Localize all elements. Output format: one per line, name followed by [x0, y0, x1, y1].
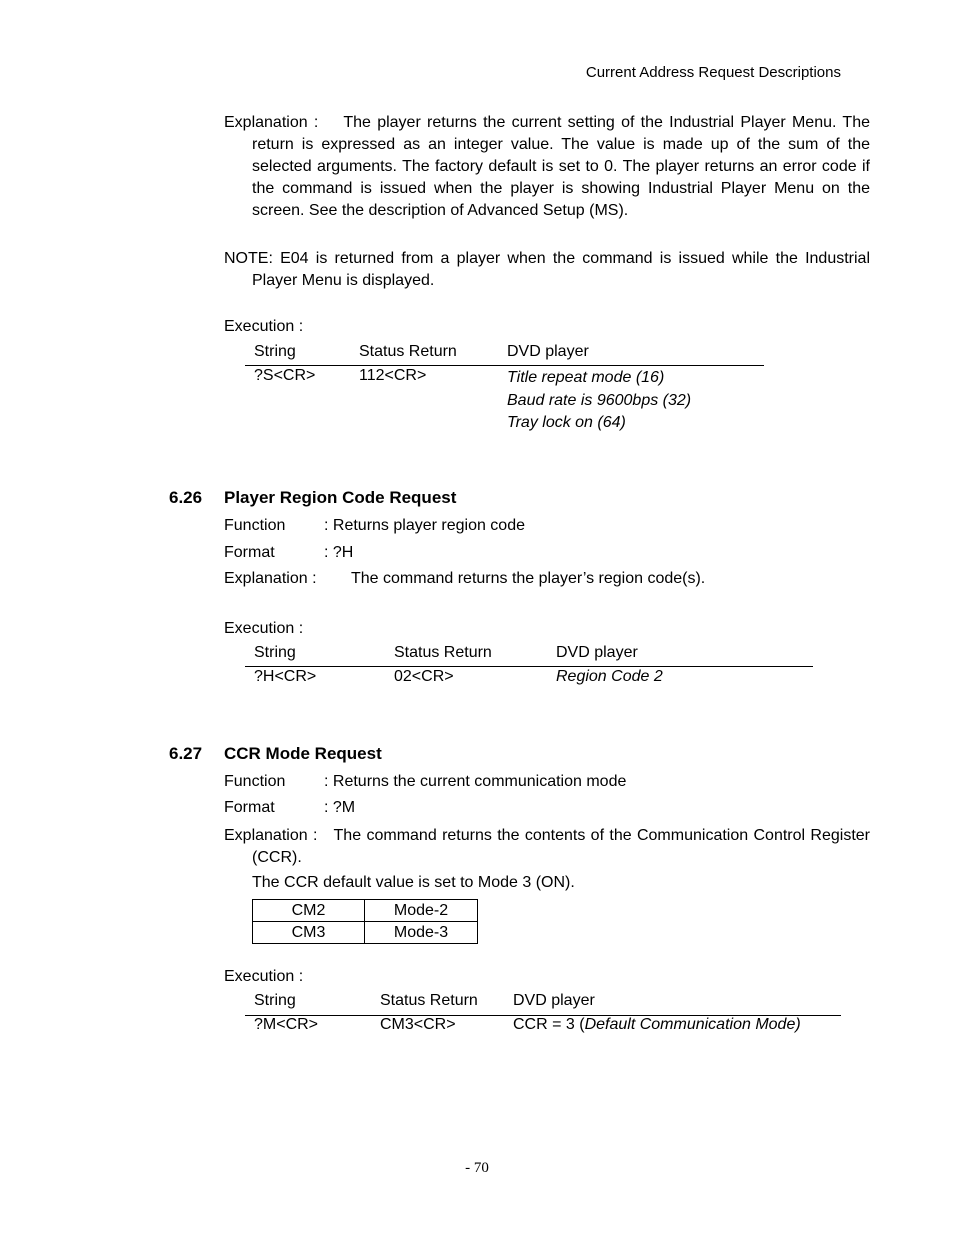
format-value: : ?H — [324, 544, 354, 561]
section-title: Player Region Code Request — [224, 488, 457, 507]
table-rule — [245, 365, 764, 366]
player-prefix: CCR = 3 ( — [513, 1016, 585, 1033]
format-value: : ?M — [324, 799, 356, 816]
explanation-text: The command returns the player’s region code(s). — [351, 570, 706, 587]
execution-label: Execution : — [224, 620, 304, 637]
explanation-text: The command returns the contents of the Communication Control Register (CCR). — [252, 827, 871, 866]
mode-code: CM2 — [253, 900, 365, 922]
table-cell-string: ?S<CR> — [254, 367, 316, 384]
table-header-player: DVD player — [507, 343, 589, 360]
section-title: CCR Mode Request — [224, 744, 382, 763]
function-value: : Returns the current communication mode — [324, 773, 627, 790]
table-header-string: String — [254, 644, 296, 661]
player-line: Title repeat mode (16) — [507, 369, 665, 386]
function-label: Function — [224, 773, 286, 790]
mode-table — [252, 899, 478, 944]
default-note: The CCR default value is set to Mode 3 (ON). — [252, 874, 575, 891]
mode-name: Mode-3 — [365, 922, 478, 944]
table-header-player: DVD player — [556, 644, 638, 661]
execution-label: Execution : — [224, 318, 304, 335]
table-header-string: String — [254, 992, 296, 1009]
mode-name: Mode-2 — [365, 900, 478, 922]
table-header-string: String — [254, 343, 296, 360]
table-cell-player — [507, 367, 691, 435]
player-line: Tray lock on (64) — [507, 414, 626, 431]
table-cell-string: ?H<CR> — [254, 668, 317, 685]
table-header-player: DVD player — [513, 992, 595, 1009]
section-number: 6.26 — [169, 488, 203, 507]
explanation-label: Explanation : — [224, 827, 318, 844]
table-row — [253, 922, 478, 944]
running-header: Current Address Request Descriptions — [585, 64, 841, 81]
explanation-text: The player returns the current setting of the Industrial Player Menu. The return is expressed as an integer value. The value is made up of the sum of the selected arguments. The factory default is set to 0. The player returns an error code if the command is issued when the player is showing Industrial Player Menu on the screen. See the description of Advanced Setup (MS). — [252, 114, 870, 219]
table-cell-status: CM3<CR> — [380, 1016, 456, 1033]
function-label: Function — [224, 517, 286, 534]
format-label: Format — [224, 799, 275, 816]
note-paragraph: NOTE: E04 is returned from a player when the command is issued while the Industrial Player Menu is displayed. — [224, 250, 870, 289]
function-value: : Returns player region code — [324, 517, 525, 534]
table-cell-string: ?M<CR> — [254, 1016, 319, 1033]
section-number: 6.27 — [169, 744, 203, 763]
explanation-paragraph — [224, 825, 870, 869]
table-header-status: Status Return — [359, 343, 457, 360]
table-cell-status: 02<CR> — [394, 668, 454, 685]
format-label: Format — [224, 544, 275, 561]
table-header-status: Status Return — [380, 992, 478, 1009]
mode-code: CM3 — [253, 922, 365, 944]
explanation-label: Explanation : — [224, 570, 317, 587]
table-cell-status: 112<CR> — [359, 367, 427, 384]
explanation-label: Explanation : — [224, 114, 319, 131]
player-italic: Default Communication Mode) — [584, 1016, 801, 1033]
player-line: Baud rate is 9600bps (32) — [507, 391, 692, 409]
table-row — [253, 900, 478, 922]
table-cell-player — [513, 1016, 801, 1034]
explanation-paragraph — [224, 112, 870, 222]
table-header-status: Status Return — [394, 644, 492, 661]
page-number: - 70 — [465, 1160, 489, 1176]
table-rule — [245, 666, 813, 667]
execution-label: Execution : — [224, 968, 304, 985]
table-cell-player: Region Code 2 — [556, 668, 663, 685]
